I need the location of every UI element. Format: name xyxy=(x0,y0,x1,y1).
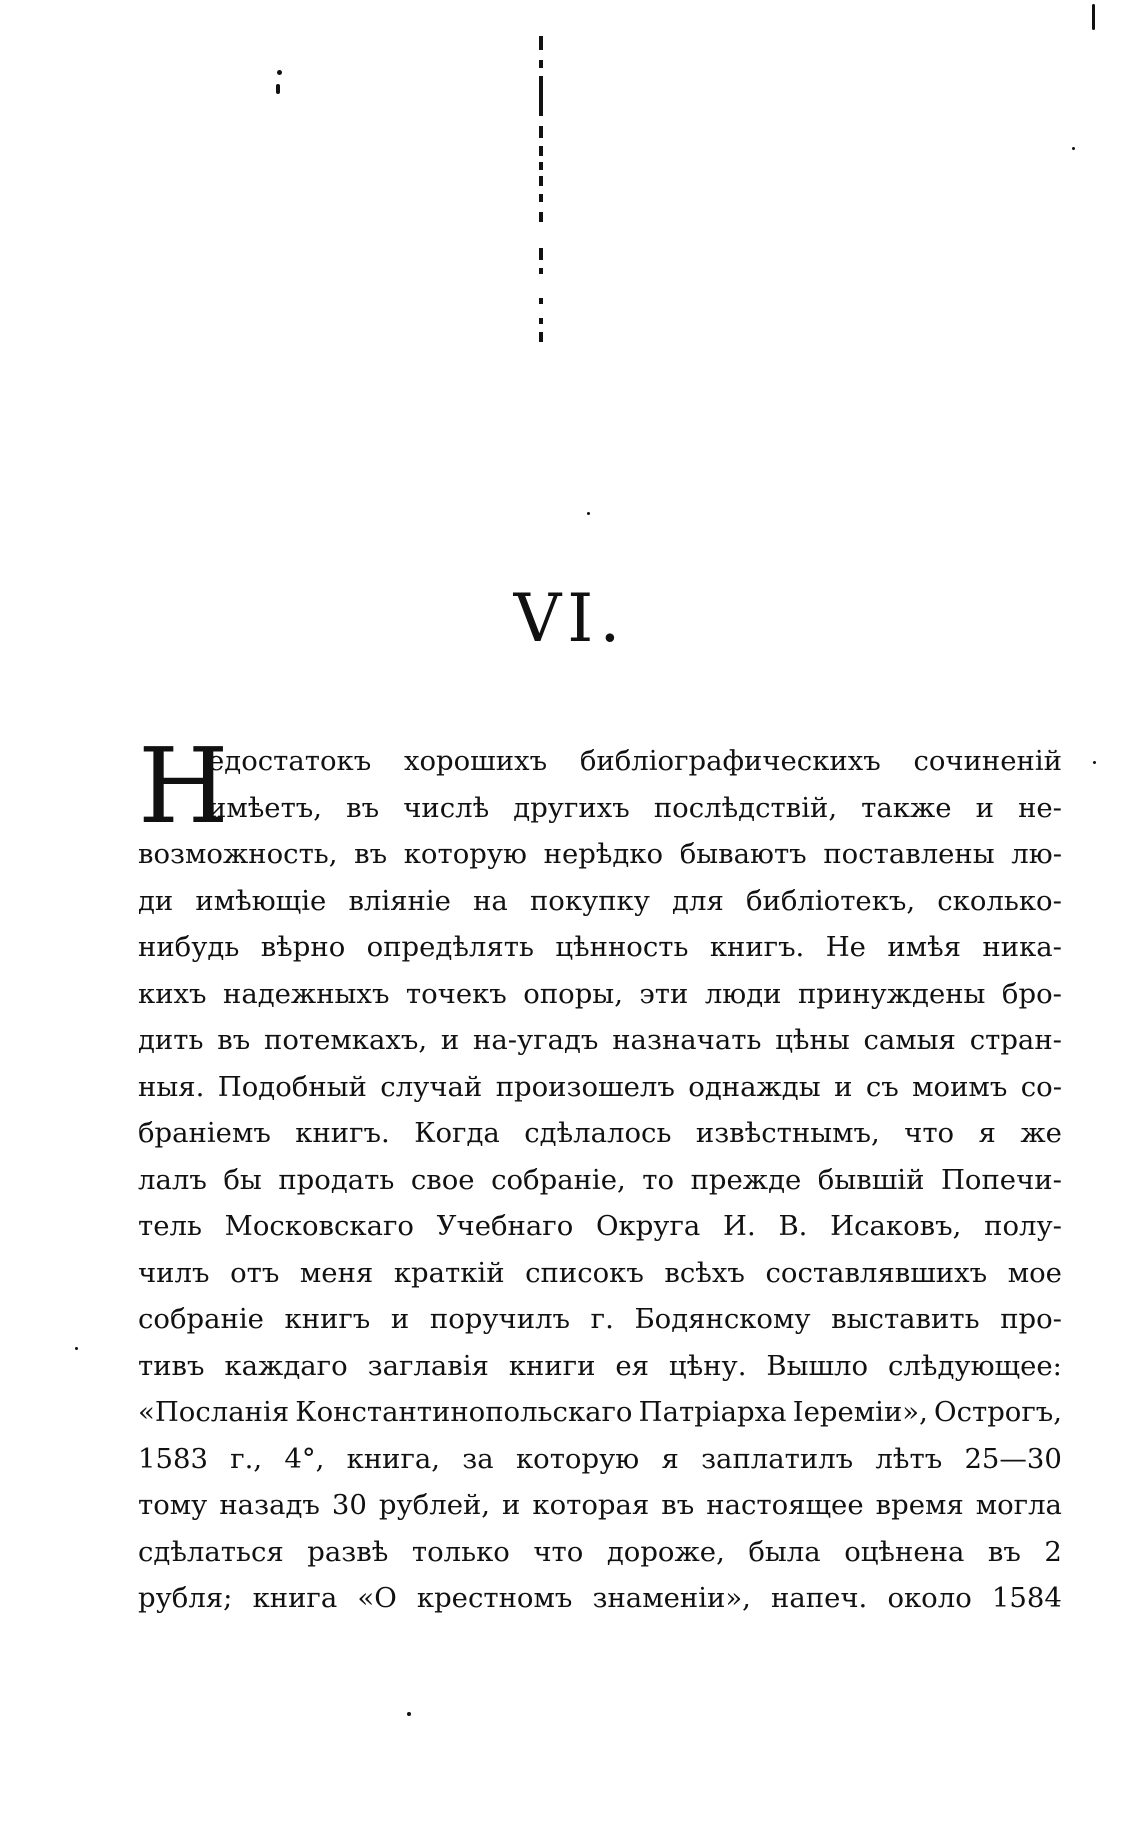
word: нибудь xyxy=(138,931,240,963)
word: для xyxy=(672,884,724,917)
word: 25—30 xyxy=(964,1442,1062,1475)
word: Когда xyxy=(414,1117,500,1149)
word: послѣдствій, xyxy=(653,791,838,824)
word: бро- xyxy=(1001,977,1062,1010)
word: крестномъ xyxy=(416,1582,573,1614)
word: не- xyxy=(1018,791,1062,824)
word: на xyxy=(473,884,508,917)
word: отъ xyxy=(230,1256,280,1289)
drop-cap: Н xyxy=(138,725,229,847)
text-line xyxy=(138,1529,1062,1576)
word: 4°, xyxy=(284,1442,325,1475)
word: выставить xyxy=(831,1303,980,1335)
word: однажды xyxy=(688,1070,821,1103)
word: которую xyxy=(403,838,527,870)
word: люди xyxy=(704,977,782,1010)
text-line xyxy=(138,831,1062,878)
text-line xyxy=(138,1203,1062,1250)
word: то xyxy=(642,1163,675,1196)
word: извѣстнымъ, xyxy=(695,1117,880,1149)
word: Острогъ, xyxy=(934,1396,1062,1428)
word: числѣ xyxy=(403,791,490,824)
word: Вышло xyxy=(766,1349,869,1382)
word: около xyxy=(887,1582,972,1614)
word: вліяніе xyxy=(348,884,451,917)
text-line xyxy=(138,1296,1062,1343)
word: бываютъ xyxy=(679,838,807,870)
word: библіографическихъ xyxy=(579,745,881,777)
word: я xyxy=(978,1117,996,1149)
word: что xyxy=(904,1117,955,1149)
word: же xyxy=(1020,1117,1062,1149)
word: Исаковъ, xyxy=(830,1210,962,1242)
word: Не xyxy=(825,931,866,963)
word: цѣны xyxy=(775,1024,850,1056)
word: 2 xyxy=(1044,1535,1062,1568)
word: книгъ. xyxy=(295,1117,390,1149)
word: бывшій xyxy=(817,1163,925,1196)
word: сколько- xyxy=(937,884,1062,917)
word: «Посланія xyxy=(138,1396,290,1428)
text-line xyxy=(138,1436,1062,1483)
scan-speck xyxy=(407,1712,411,1716)
word: собраніе xyxy=(138,1303,264,1335)
text-line xyxy=(138,738,1062,785)
word: Московскаго xyxy=(224,1210,414,1242)
word: лалъ xyxy=(138,1163,207,1196)
word: время xyxy=(875,1489,964,1521)
scan-binding-marks xyxy=(539,36,545,336)
scan-speck xyxy=(1093,761,1096,764)
word: И. xyxy=(723,1210,756,1242)
word: Патріарха xyxy=(638,1396,787,1428)
word: развѣ xyxy=(307,1535,389,1568)
word: стран- xyxy=(969,1024,1062,1056)
word: была xyxy=(748,1535,821,1568)
word: съ xyxy=(865,1070,899,1103)
word: едостатокъ xyxy=(208,745,372,777)
word: полу- xyxy=(984,1210,1062,1242)
word: ника- xyxy=(982,931,1062,963)
word: хорошихъ xyxy=(403,745,548,777)
word: каждаго xyxy=(224,1349,348,1382)
word: про- xyxy=(1000,1303,1062,1335)
word: и xyxy=(390,1303,410,1335)
word: Округа xyxy=(595,1210,701,1242)
word: браніемъ xyxy=(138,1117,271,1149)
word: за xyxy=(462,1442,494,1475)
word: въ xyxy=(987,1535,1021,1568)
word: другихъ xyxy=(513,791,630,824)
word: цѣнность xyxy=(555,931,689,963)
word: возможность, xyxy=(138,838,338,870)
chapter-heading: VI. xyxy=(513,580,627,657)
text-line xyxy=(138,1017,1062,1064)
word: собраніе, xyxy=(491,1163,626,1196)
word: 30 xyxy=(331,1489,367,1521)
text-line xyxy=(138,1343,1062,1390)
word: тивъ xyxy=(138,1349,205,1382)
word: прежде xyxy=(690,1163,802,1196)
word: составлявшихъ xyxy=(765,1256,988,1289)
word: и xyxy=(502,1489,521,1521)
word: въ xyxy=(661,1489,695,1521)
text-line xyxy=(138,878,1062,925)
word: Попечи- xyxy=(940,1163,1062,1196)
word: и xyxy=(834,1070,853,1103)
word: имѣетъ, xyxy=(208,791,323,824)
word: книга, xyxy=(346,1442,441,1475)
word: ныя. xyxy=(138,1070,205,1103)
word: точекъ xyxy=(405,977,507,1010)
word: Подобный xyxy=(217,1070,367,1103)
text-line xyxy=(138,924,1062,971)
word: лѣтъ xyxy=(875,1442,943,1475)
word: моимъ xyxy=(912,1070,1008,1103)
word: свое xyxy=(410,1163,475,1196)
word: книги xyxy=(508,1349,596,1382)
word: заплатилъ xyxy=(701,1442,854,1475)
scan-speck xyxy=(75,1347,78,1350)
word: В. xyxy=(778,1210,808,1242)
word: также xyxy=(861,791,952,824)
word: со- xyxy=(1020,1070,1062,1103)
word: напеч. xyxy=(771,1582,868,1614)
word: которую xyxy=(515,1442,640,1475)
scan-speck xyxy=(587,512,590,515)
word: принуждены xyxy=(797,977,986,1010)
text-line xyxy=(138,785,1062,832)
word: ея xyxy=(615,1349,649,1382)
word: сдѣлалось xyxy=(524,1117,672,1149)
word: настоящее xyxy=(706,1489,864,1521)
word: бы xyxy=(223,1163,262,1196)
word: всѣхъ xyxy=(664,1256,745,1289)
word: 1584 xyxy=(991,1582,1062,1614)
word: меня xyxy=(299,1256,374,1289)
word: случай xyxy=(380,1070,483,1103)
word: дить xyxy=(138,1024,204,1056)
word: назадъ xyxy=(219,1489,320,1521)
word: библіотекъ, xyxy=(745,884,916,917)
word: г., xyxy=(230,1442,263,1475)
word: имѣющіе xyxy=(195,884,327,917)
word: лю- xyxy=(1011,838,1062,870)
word: тель xyxy=(138,1210,202,1242)
text-line xyxy=(138,1250,1062,1297)
word: слѣдующее: xyxy=(888,1349,1062,1382)
word: «О xyxy=(357,1582,397,1614)
word: 1583 xyxy=(138,1442,208,1475)
word: книгъ. xyxy=(709,931,805,963)
body-text xyxy=(138,725,1062,1622)
word: г. xyxy=(590,1303,614,1335)
text-line xyxy=(138,1157,1062,1204)
word: оцѣнена xyxy=(844,1535,965,1568)
word: рублей, xyxy=(378,1489,491,1521)
word: въ xyxy=(217,1024,251,1056)
text-line xyxy=(138,1575,1062,1622)
word: Константинопольскаго xyxy=(295,1396,633,1428)
word: рубля; xyxy=(138,1582,233,1614)
word: могла xyxy=(975,1489,1062,1521)
word: на-угадъ xyxy=(473,1024,599,1056)
word: тому xyxy=(138,1489,208,1521)
word: краткій xyxy=(393,1256,505,1289)
word: Іереміи», xyxy=(792,1396,928,1428)
word: и xyxy=(440,1024,460,1056)
scan-speck xyxy=(1072,147,1075,150)
word: опоры, xyxy=(523,977,623,1010)
word: опредѣлять xyxy=(366,931,534,963)
text-line xyxy=(138,1482,1062,1529)
word: нерѣдко xyxy=(543,838,664,870)
word: самыя xyxy=(863,1024,956,1056)
word: имѣя xyxy=(887,931,962,963)
word: кихъ xyxy=(138,977,207,1010)
word: продать xyxy=(278,1163,395,1196)
word: потемкахъ, xyxy=(264,1024,428,1056)
word: въ xyxy=(354,838,388,870)
word: списокъ xyxy=(525,1256,644,1289)
scan-speck xyxy=(1092,4,1095,30)
word: только xyxy=(411,1535,510,1568)
word: сдѣлаться xyxy=(138,1535,284,1568)
word: чилъ xyxy=(138,1256,210,1289)
word: знаменіи», xyxy=(592,1582,751,1614)
text-line xyxy=(138,1389,1062,1436)
word: заглавія xyxy=(367,1349,489,1382)
word: покупку xyxy=(529,884,650,917)
scan-speck xyxy=(277,70,282,75)
word: мое xyxy=(1007,1256,1062,1289)
word: назначать xyxy=(612,1024,762,1056)
word: и xyxy=(975,791,994,824)
word: цѣну. xyxy=(668,1349,747,1382)
text-line xyxy=(138,1110,1062,1157)
word: что xyxy=(533,1535,584,1568)
word: въ xyxy=(346,791,380,824)
word: произошелъ xyxy=(495,1070,675,1103)
word: книгъ xyxy=(284,1303,371,1335)
word: вѣрно xyxy=(260,931,346,963)
word: поручилъ xyxy=(429,1303,571,1335)
word: Учебнаго xyxy=(436,1210,574,1242)
word: надежныхъ xyxy=(222,977,390,1010)
word: дороже, xyxy=(606,1535,725,1568)
word: сочиненій xyxy=(913,745,1062,777)
word: книга xyxy=(252,1582,338,1614)
word: я xyxy=(661,1442,679,1475)
text-line xyxy=(138,1064,1062,1111)
text-line xyxy=(138,971,1062,1018)
word: поставлены xyxy=(823,838,995,870)
scan-speck xyxy=(276,84,280,94)
word: Бодянскому xyxy=(634,1303,811,1335)
word: которая xyxy=(532,1489,650,1521)
word: ди xyxy=(138,884,174,917)
word: эти xyxy=(639,977,689,1010)
